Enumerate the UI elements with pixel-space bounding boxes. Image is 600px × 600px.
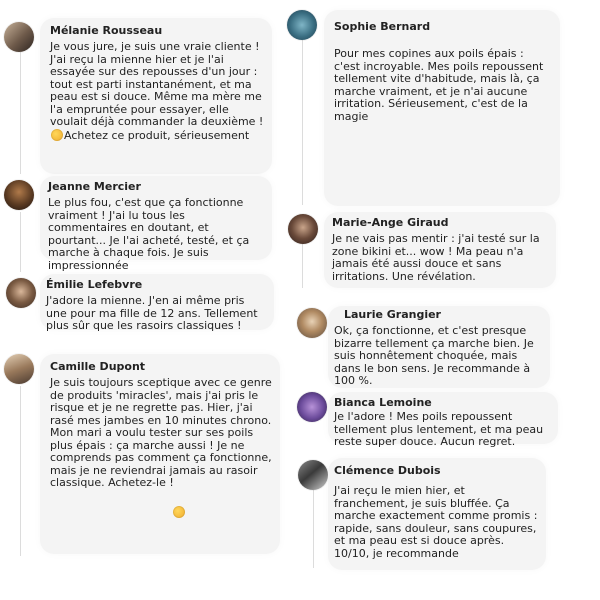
review-text: Je l'adore ! Mes poils repoussent tellement plus lentement, et ma peau reste super douce. Aucun regret. <box>334 410 544 448</box>
review-card <box>40 354 280 554</box>
review-card <box>40 176 272 272</box>
thread-line <box>302 244 303 288</box>
thread-line <box>20 212 21 272</box>
review-text: Pour mes copines aux poils épais : c'est incroyable. Mes poils repoussent tellement vite d'habitude, mais là, ça marche vraiment, et je n'ai aucune irritation. Sérieusement, c'est de la magie <box>334 47 544 123</box>
avatar <box>4 180 34 210</box>
review-text: Je suis toujours sceptique avec ce genre de produits 'miracles', mais j'ai pris le risque et je ne regrette pas. Hier, j'ai rasé mes jambes en 10 minutes chrono. Mon mari a voulu tester sur ses poils plus épais : ça marche aussi ! Je ne comprends pas comment ça fonctionne, mais je ne reviendrai jamais au rasoir classique. Achetez-le ! <box>50 376 272 489</box>
thread-line <box>20 386 21 556</box>
reviewer-name: Marie-Ange Giraud <box>332 216 449 229</box>
avatar <box>298 460 328 490</box>
review-card <box>328 392 558 448</box>
reviewer-name: Laurie Grangier <box>344 308 441 321</box>
review-text: Ok, ça fonctionne, et c'est presque bizarre tellement ça marche bien. Je suis honnêtement choquée, mais dans le bon sens. Je recommande à 100 %. <box>334 324 534 387</box>
avatar <box>6 278 36 308</box>
laughing-emoji-icon <box>173 506 185 518</box>
avatar <box>297 308 327 338</box>
review-text: Je ne vais pas mentir : j'ai testé sur la zone bikini et... wow ! Ma peau n'a jamais été aussi douce et sans irritations. Une révélation. <box>332 232 540 283</box>
review-text: J'adore la mienne. J'en ai même pris une pour ma fille de 12 ans. Tellement plus sûr que les rasoirs classiques ! <box>46 294 258 332</box>
review-card <box>324 10 560 206</box>
reviewer-name: Camille Dupont <box>50 360 146 373</box>
review-text: Je vous jure, je suis une vraie cliente ! J'ai reçu la mienne hier et je l'ai essayée sur des repousses d'un jour : tout est parti instantanément, et ma peau est si douce. Même ma mère me l'a empruntée pour essayer, elle voulait déjà commander la deuxième ! Achetez ce produit, sérieusement <box>50 40 264 142</box>
review-card <box>328 458 546 570</box>
review-text: Le plus fou, c'est que ça fonctionne vraiment ! J'ai lu tous les commentaires en doutant, et pourtant... Je l'ai acheté, testé, et ça marche à chaque fois. Je suis impressionnée <box>48 196 250 272</box>
avatar <box>4 22 34 52</box>
review-card <box>324 212 556 288</box>
reviewer-name: Émilie Lefebvre <box>46 278 143 291</box>
reviewer-name: Bianca Lemoine <box>334 396 432 409</box>
reviewer-name: Mélanie Rousseau <box>50 24 163 37</box>
reviewer-name: Sophie Bernard <box>334 20 431 33</box>
thread-line <box>302 40 303 205</box>
thread-line <box>313 490 314 568</box>
avatar <box>4 354 34 384</box>
reviewer-name: Clémence Dubois <box>334 464 441 477</box>
reviewer-name: Jeanne Mercier <box>48 180 141 193</box>
review-card <box>328 306 550 388</box>
avatar <box>287 10 317 40</box>
laughing-emoji-icon <box>51 129 63 141</box>
avatar <box>297 392 327 422</box>
review-card <box>40 274 274 330</box>
thread-line <box>20 52 21 174</box>
review-text: J'ai reçu le mien hier, et franchement, je suis bluffée. Ça marche exactement comme promis : rapide, sans douleur, sans coupures, et ma peau est si douce après. 10/10, je recommande <box>334 484 538 560</box>
avatar <box>288 214 318 244</box>
review-card <box>40 18 272 174</box>
